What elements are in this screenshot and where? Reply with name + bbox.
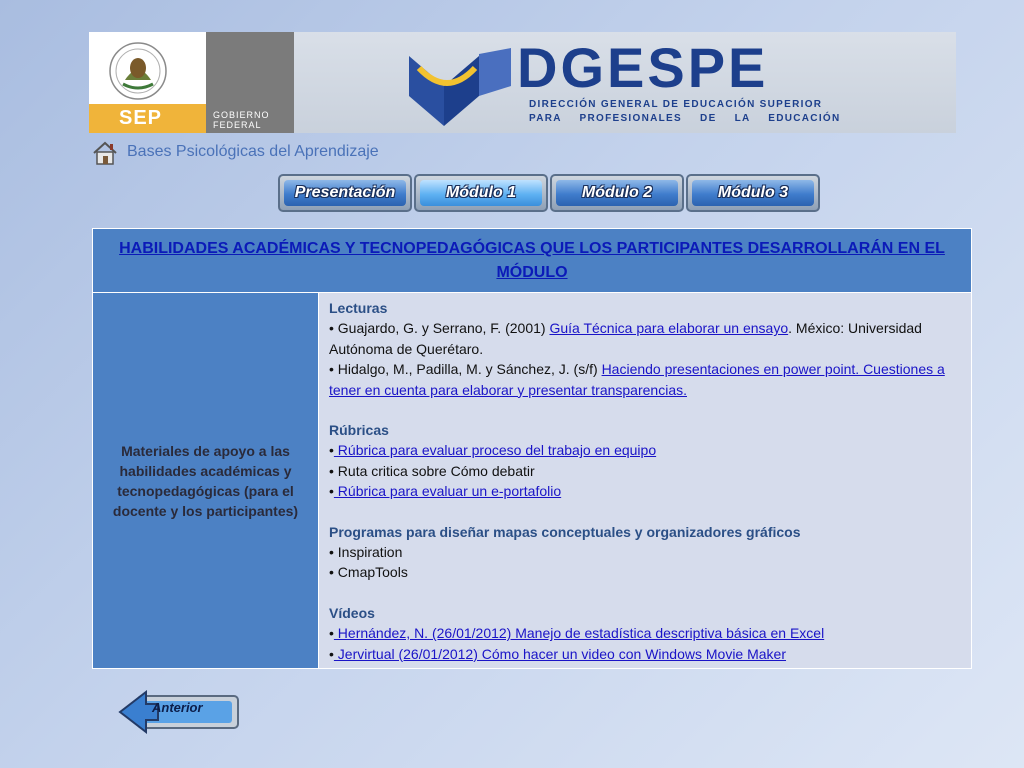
rubricas-title: Rúbricas — [329, 422, 389, 439]
tab-modulo-3-label: Módulo 3 — [692, 180, 814, 206]
back-button-label[interactable]: Anterior — [152, 700, 203, 715]
lecturas-item-2 — [329, 359, 963, 400]
gobierno-line1: GOBIERNO — [213, 110, 270, 120]
spacer — [329, 502, 963, 522]
lecturas-item-2-prefix: • Hidalgo, M., Padilla, M. y Sánchez, J. (s/f) — [329, 361, 602, 378]
dgespe-title: DGESPE — [517, 36, 769, 99]
tab-modulo-1-label: Módulo 1 — [420, 180, 542, 206]
dgespe-subtitle-2: PARA PROFESIONALES DE LA EDUCACIÓN — [529, 113, 841, 124]
home-icon[interactable] — [92, 141, 118, 165]
tab-presentacion[interactable] — [278, 174, 412, 212]
rubricas-item-3-link[interactable]: Rúbrica para evaluar un e-portafolio — [333, 483, 562, 500]
lecturas-item-2-link[interactable]: Haciendo presentaciones en power point. Cuestiones a tener en cuenta para elaborar y presentar transparencias. — [329, 361, 945, 398]
videos-item-1-link[interactable]: Hernández, N. (26/01/2012) Manejo de estadística descriptiva básica en Excel — [333, 625, 825, 642]
bullet: • — [329, 625, 334, 642]
programas-title: Programas para diseñar mapas conceptuales y organizadores gráficos — [329, 523, 801, 540]
tab-presentacion-label: Presentación — [284, 180, 406, 206]
bullet: • — [329, 483, 334, 500]
mexico-seal-icon — [103, 40, 173, 102]
sep-logo — [89, 32, 206, 133]
rubricas-item-2: • Ruta critica sobre Cómo debatir — [329, 462, 535, 479]
videos-item-2-link[interactable]: Jervirtual (26/01/2012) Cómo hacer un video con Windows Movie Maker — [333, 645, 787, 662]
lecturas-item-1 — [329, 318, 963, 359]
materials-label-cell — [93, 293, 319, 669]
tab-modulo-3[interactable] — [686, 174, 820, 212]
gobierno-label — [213, 110, 270, 130]
lecturas-item-1-link[interactable]: Guía Técnica para elaborar un ensayo — [549, 320, 789, 337]
gobierno-line2: FEDERAL — [213, 120, 262, 130]
rubricas-item-1-link[interactable]: Rúbrica para evaluar proceso del trabajo en equipo — [333, 442, 657, 459]
bullet: • — [329, 442, 334, 459]
materials-table — [92, 228, 972, 669]
materials-content-cell — [319, 293, 972, 669]
rubricas-item-1 — [329, 440, 963, 460]
videos-item-1 — [329, 623, 963, 643]
tab-modulo-2-label: Módulo 2 — [556, 180, 678, 206]
tab-modulo-1[interactable] — [414, 174, 548, 212]
lecturas-item-1-suffix: . México: Universidad Autónoma de Querétaro. — [329, 320, 922, 357]
breadcrumb: Bases Psicológicas del Aprendizaje — [127, 143, 379, 160]
header-banner — [89, 32, 956, 133]
materials-label: Materiales de apoyo a las habilidades académicas y tecnopedagógicas (para el docente y los participantes) — [112, 442, 299, 519]
table-heading-link[interactable]: HABILIDADES ACADÉMICAS Y TECNOPEDAGÓGICAS QUE LOS PARTICIPANTES DESARROLLARÁN EN EL MÓDULO — [119, 239, 945, 281]
dgespe-book-icon — [409, 46, 514, 128]
bullet: • — [329, 645, 334, 662]
spacer — [329, 583, 963, 603]
videos-item-2 — [329, 644, 963, 664]
tab-modulo-2[interactable] — [550, 174, 684, 212]
dgespe-subtitle-1: DIRECCIÓN GENERAL DE EDUCACIÓN SUPERIOR — [529, 99, 823, 110]
spacer — [329, 400, 963, 420]
module-nav — [278, 174, 822, 212]
programas-item-1: • Inspiration — [329, 544, 403, 561]
table-heading-cell — [93, 229, 972, 293]
videos-title: Vídeos — [329, 604, 375, 621]
programas-item-2: • CmapTools — [329, 564, 408, 581]
sep-label: SEP — [119, 107, 163, 129]
rubricas-item-3 — [329, 481, 963, 501]
lecturas-item-1-prefix: • Guajardo, G. y Serrano, F. (2001) — [329, 320, 550, 337]
lecturas-title: Lecturas — [329, 300, 388, 316]
